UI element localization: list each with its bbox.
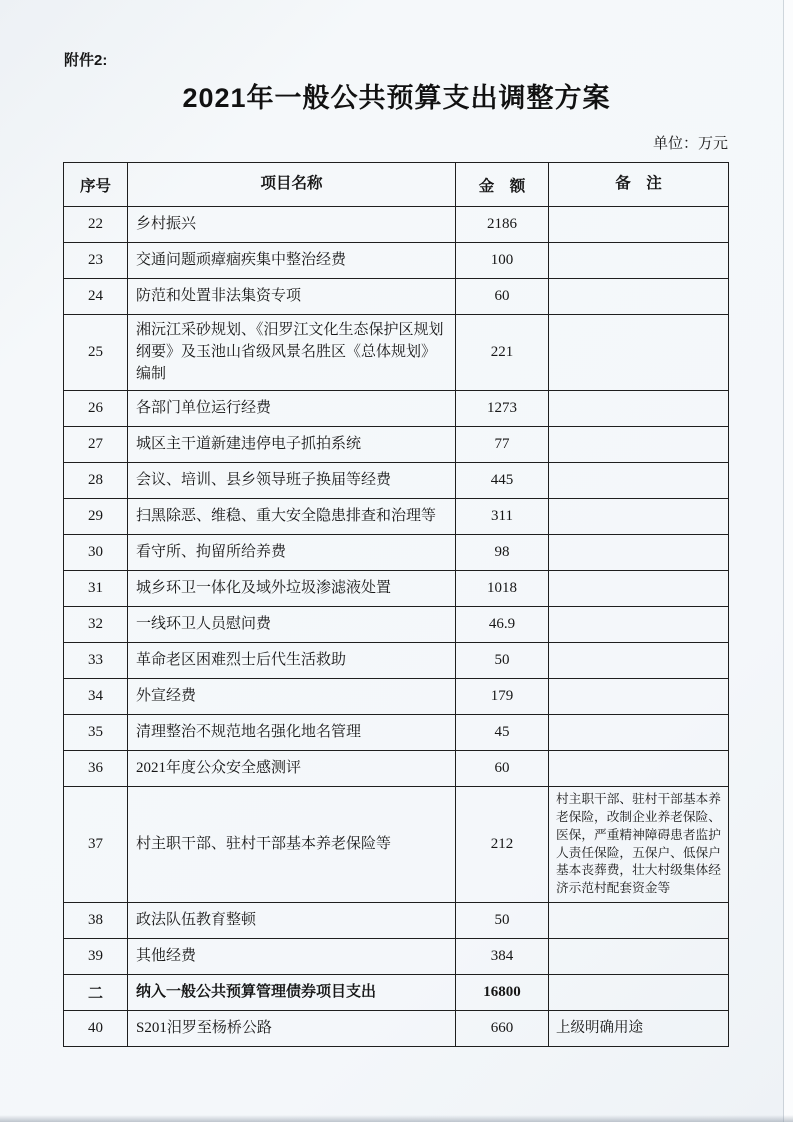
cell-name: 城区主干道新建违停电子抓拍系统 xyxy=(128,427,456,463)
table-row xyxy=(64,427,729,463)
table-row xyxy=(64,974,729,1010)
cell-remark xyxy=(549,391,729,427)
cell-remark xyxy=(549,715,729,751)
cell-amount: 1018 xyxy=(456,571,549,607)
table-row xyxy=(64,571,729,607)
table-row xyxy=(64,391,729,427)
cell-amount: 100 xyxy=(456,243,549,279)
scan-edge xyxy=(0,1115,793,1122)
cell-name: 村主职干部、驻村干部基本养老保险等 xyxy=(128,787,456,903)
table-row xyxy=(64,902,729,938)
cell-amount: 660 xyxy=(456,1010,549,1046)
cell-name: 清理整治不规范地名强化地名管理 xyxy=(128,715,456,751)
cell-amount: 98 xyxy=(456,535,549,571)
cell-remark xyxy=(549,902,729,938)
cell-no: 25 xyxy=(64,315,128,391)
unit-note: 单位：万元 xyxy=(652,136,728,152)
cell-amount: 2186 xyxy=(456,207,549,243)
cell-remark xyxy=(549,974,729,1010)
cell-remark xyxy=(549,751,729,787)
cell-no: 31 xyxy=(64,571,128,607)
cell-no: 33 xyxy=(64,643,128,679)
cell-amount: 77 xyxy=(456,427,549,463)
table-row xyxy=(64,315,729,391)
cell-amount: 1273 xyxy=(456,391,549,427)
cell-remark xyxy=(549,679,729,715)
cell-amount: 179 xyxy=(456,679,549,715)
cell-name: 扫黑除恶、维稳、重大安全隐患排查和治理等 xyxy=(128,499,456,535)
table-row xyxy=(64,679,729,715)
cell-amount: 445 xyxy=(456,463,549,499)
cell-no: 29 xyxy=(64,499,128,535)
cell-name: 交通问题顽瘴痼疾集中整治经费 xyxy=(128,243,456,279)
cell-name: 外宣经费 xyxy=(128,679,456,715)
table-row xyxy=(64,499,729,535)
cell-remark xyxy=(549,938,729,974)
cell-name: 2021年度公众安全感测评 xyxy=(128,751,456,787)
cell-no: 23 xyxy=(64,243,128,279)
header-amount: 金 额 xyxy=(456,163,549,207)
cell-name: 城乡环卫一体化及域外垃圾渗滤液处置 xyxy=(128,571,456,607)
cell-no: 22 xyxy=(64,207,128,243)
cell-no: 24 xyxy=(64,279,128,315)
cell-name: 防范和处置非法集资专项 xyxy=(128,279,456,315)
cell-no: 38 xyxy=(64,902,128,938)
header-row xyxy=(64,163,729,207)
cell-name: 湘沅江采砂规划、《汨罗江文化生态保护区规划纲要》及玉池山省级风景名胜区《总体规划》编制 xyxy=(128,315,456,391)
table-row xyxy=(64,607,729,643)
cell-remark xyxy=(549,427,729,463)
cell-no: 35 xyxy=(64,715,128,751)
cell-amount: 50 xyxy=(456,643,549,679)
cell-no: 27 xyxy=(64,427,128,463)
cell-no: 40 xyxy=(64,1010,128,1046)
cell-no: 32 xyxy=(64,607,128,643)
cell-no: 二 xyxy=(64,974,128,1010)
cell-no: 39 xyxy=(64,938,128,974)
cell-name: 各部门单位运行经费 xyxy=(128,391,456,427)
cell-name: 其他经费 xyxy=(128,938,456,974)
cell-no: 28 xyxy=(64,463,128,499)
cell-amount: 212 xyxy=(456,787,549,903)
cell-amount: 60 xyxy=(456,751,549,787)
table-row xyxy=(64,463,729,499)
table-row xyxy=(64,1010,729,1046)
table-body xyxy=(64,207,729,1047)
paper-edge-line xyxy=(783,0,784,1122)
cell-remark xyxy=(549,463,729,499)
table-row xyxy=(64,643,729,679)
cell-amount: 16800 xyxy=(456,974,549,1010)
cell-remark xyxy=(549,499,729,535)
table-row xyxy=(64,207,729,243)
budget-table xyxy=(63,162,729,1047)
cell-name: 政法队伍教育整顿 xyxy=(128,902,456,938)
cell-amount: 45 xyxy=(456,715,549,751)
cell-remark xyxy=(549,571,729,607)
cell-remark: 上级明确用途 xyxy=(549,1010,729,1046)
cell-name: 看守所、拘留所给养费 xyxy=(128,535,456,571)
cell-remark: 村主职干部、驻村干部基本养老保险，改制企业养老保险、医保，严重精神障碍患者监护人责任保险，五保户、低保户基本丧葬费，壮大村级集体经济示范村配套资金等 xyxy=(549,787,729,903)
cell-no: 26 xyxy=(64,391,128,427)
cell-no: 30 xyxy=(64,535,128,571)
cell-amount: 384 xyxy=(456,938,549,974)
cell-name: 革命老区困难烈士后代生活救助 xyxy=(128,643,456,679)
cell-remark xyxy=(549,315,729,391)
cell-name: 纳入一般公共预算管理债券项目支出 xyxy=(128,974,456,1010)
header-name: 项目名称 xyxy=(128,163,456,207)
table-row xyxy=(64,243,729,279)
cell-no: 37 xyxy=(64,787,128,903)
paper-margin xyxy=(784,0,793,1122)
table-row xyxy=(64,715,729,751)
cell-name: 一线环卫人员慰问费 xyxy=(128,607,456,643)
attachment-label: 附件2: xyxy=(64,52,108,69)
table-row xyxy=(64,938,729,974)
cell-amount: 50 xyxy=(456,902,549,938)
cell-remark xyxy=(549,607,729,643)
cell-no: 36 xyxy=(64,751,128,787)
cell-amount: 221 xyxy=(456,315,549,391)
cell-name: 乡村振兴 xyxy=(128,207,456,243)
table-row xyxy=(64,535,729,571)
cell-remark xyxy=(549,643,729,679)
cell-remark xyxy=(549,535,729,571)
cell-amount: 60 xyxy=(456,279,549,315)
table-row xyxy=(64,751,729,787)
cell-name: S201汨罗至杨桥公路 xyxy=(128,1010,456,1046)
cell-name: 会议、培训、县乡领导班子换届等经费 xyxy=(128,463,456,499)
header-remark: 备 注 xyxy=(549,163,729,207)
table-row xyxy=(64,787,729,903)
table-row xyxy=(64,279,729,315)
cell-remark xyxy=(549,279,729,315)
cell-no: 34 xyxy=(64,679,128,715)
cell-amount: 46.9 xyxy=(456,607,549,643)
cell-remark xyxy=(549,207,729,243)
cell-amount: 311 xyxy=(456,499,549,535)
cell-remark xyxy=(549,243,729,279)
header-no: 序号 xyxy=(64,163,128,207)
page-title: 2021年一般公共预算支出调整方案 xyxy=(182,83,611,113)
